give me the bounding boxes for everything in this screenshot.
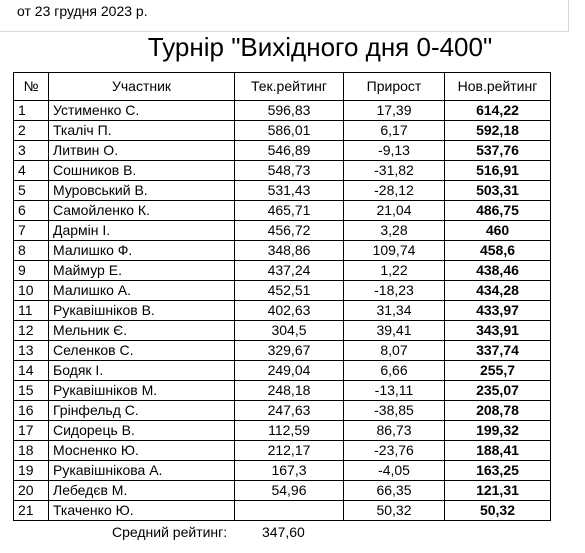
cell-participant: Рукавішніков М. (49, 381, 235, 401)
cell-new-rating: 434,28 (445, 281, 551, 301)
cell-new-rating: 235,07 (445, 381, 551, 401)
cell-number: 19 (14, 461, 49, 481)
cell-current-rating: 329,67 (235, 341, 344, 361)
table-row (14, 461, 551, 481)
table-row (14, 361, 551, 381)
page-title: Турнір "Вихідного дня 0-400" (147, 32, 493, 62)
cell-number: 13 (14, 341, 49, 361)
cell-new-rating: 255,7 (445, 361, 551, 381)
cell-participant: Литвин О. (49, 141, 235, 161)
cell-participant: Ткаліч П. (49, 121, 235, 141)
cell-participant: Муровський В. (49, 181, 235, 201)
cell-gain: -31,82 (344, 161, 445, 181)
cell-gain: 6,66 (344, 361, 445, 381)
cell-gain: 109,74 (344, 241, 445, 261)
cell-participant: Сидорець В. (49, 421, 235, 441)
cell-current-rating: 348,86 (235, 241, 344, 261)
cell-new-rating: 486,75 (445, 201, 551, 221)
cell-current-rating: 54,96 (235, 481, 344, 501)
cell-gain: -13,11 (344, 381, 445, 401)
cell-current-rating: 304,5 (235, 321, 344, 341)
table-row (14, 141, 551, 161)
cell-gain: -4,05 (344, 461, 445, 481)
table-header-row (14, 73, 551, 101)
cell-new-rating: 460 (445, 221, 551, 241)
cell-current-rating: 531,43 (235, 181, 344, 201)
cell-gain: 3,28 (344, 221, 445, 241)
cell-new-rating: 343,91 (445, 321, 551, 341)
cell-number: 17 (14, 421, 49, 441)
table-row (14, 501, 551, 521)
cell-new-rating: 337,74 (445, 341, 551, 361)
cell-number: 14 (14, 361, 49, 381)
cell-number: 12 (14, 321, 49, 341)
cell-gain: -28,12 (344, 181, 445, 201)
cell-participant: Сошников В. (49, 161, 235, 181)
cell-current-rating: 548,73 (235, 161, 344, 181)
cell-new-rating: 208,78 (445, 401, 551, 421)
cell-gain: 17,39 (344, 101, 445, 121)
cell-number: 20 (14, 481, 49, 501)
cell-current-rating: 452,51 (235, 281, 344, 301)
column-header-participant: Участник (49, 73, 235, 101)
cell-current-rating: 248,18 (235, 381, 344, 401)
cell-current-rating: 456,72 (235, 221, 344, 241)
cell-current-rating: 546,89 (235, 141, 344, 161)
table-row (14, 161, 551, 181)
cell-new-rating: 458,6 (445, 241, 551, 261)
column-header-current-rating: Тек.рейтинг (235, 73, 344, 101)
cell-gain: 6,17 (344, 121, 445, 141)
cell-number: 4 (14, 161, 49, 181)
cell-participant: Мосненко Ю. (49, 441, 235, 461)
cell-gain: -38,85 (344, 401, 445, 421)
cell-number: 5 (14, 181, 49, 201)
average-rating-value: 347,60 (262, 524, 305, 540)
cell-new-rating: 537,76 (445, 141, 551, 161)
cell-current-rating: 465,71 (235, 201, 344, 221)
table-row (14, 341, 551, 361)
table-row (14, 241, 551, 261)
cell-gain: -18,23 (344, 281, 445, 301)
cell-number: 11 (14, 301, 49, 321)
column-header-gain: Прирост (344, 73, 445, 101)
cell-participant: Малишко Ф. (49, 241, 235, 261)
cell-gain: 31,34 (344, 301, 445, 321)
table-row (14, 121, 551, 141)
cell-participant: Дармін І. (49, 221, 235, 241)
cell-current-rating: 437,24 (235, 261, 344, 281)
cell-current-rating: 586,01 (235, 121, 344, 141)
cell-gain: 86,73 (344, 421, 445, 441)
cell-current-rating: 112,59 (235, 421, 344, 441)
cell-current-rating: 249,04 (235, 361, 344, 381)
cell-gain: -23,76 (344, 441, 445, 461)
cell-new-rating: 438,46 (445, 261, 551, 281)
table-row (14, 261, 551, 281)
cell-current-rating: 247,63 (235, 401, 344, 421)
cell-new-rating: 516,91 (445, 161, 551, 181)
cell-number: 9 (14, 261, 49, 281)
cell-new-rating: 199,32 (445, 421, 551, 441)
cell-participant: Лебедєв М. (49, 481, 235, 501)
column-header-number: № (14, 73, 49, 101)
cell-new-rating: 121,31 (445, 481, 551, 501)
cell-number: 10 (14, 281, 49, 301)
cell-new-rating: 503,31 (445, 181, 551, 201)
cell-participant: Маймур Е. (49, 261, 235, 281)
cell-number: 8 (14, 241, 49, 261)
cell-participant: Грінфельд С. (49, 401, 235, 421)
cell-gain: 50,32 (344, 501, 445, 521)
report-date: от 23 грудня 2023 р. (17, 3, 148, 19)
cell-gain: 21,04 (344, 201, 445, 221)
table-row (14, 421, 551, 441)
cell-participant: Селенков С. (49, 341, 235, 361)
cell-gain: 39,41 (344, 321, 445, 341)
cell-participant: Устименко С. (49, 101, 235, 121)
average-rating-label: Средний рейтинг: (112, 524, 228, 540)
cell-gain: -9,13 (344, 141, 445, 161)
cell-number: 18 (14, 441, 49, 461)
cell-participant: Рукавішнікова А. (49, 461, 235, 481)
cell-new-rating: 50,32 (445, 501, 551, 521)
cell-participant: Малишко А. (49, 281, 235, 301)
table-row (14, 281, 551, 301)
cell-participant: Самойленко К. (49, 201, 235, 221)
cell-current-rating: 167,3 (235, 461, 344, 481)
cell-gain: 8,07 (344, 341, 445, 361)
cell-participant: Ткаченко Ю. (49, 501, 235, 521)
cell-number: 7 (14, 221, 49, 241)
table-row (14, 321, 551, 341)
rating-table (13, 72, 551, 521)
table-row (14, 441, 551, 461)
table-row (14, 381, 551, 401)
table-row (14, 181, 551, 201)
cell-participant: Бодяк І. (49, 361, 235, 381)
cell-number: 6 (14, 201, 49, 221)
cell-participant: Рукавішніков В. (49, 301, 235, 321)
table-row (14, 201, 551, 221)
cell-new-rating: 614,22 (445, 101, 551, 121)
cell-number: 16 (14, 401, 49, 421)
cell-new-rating: 433,97 (445, 301, 551, 321)
cell-current-rating: 212,17 (235, 441, 344, 461)
table-row (14, 221, 551, 241)
cell-number: 2 (14, 121, 49, 141)
cell-new-rating: 592,18 (445, 121, 551, 141)
cell-new-rating: 163,25 (445, 461, 551, 481)
table-row (14, 481, 551, 501)
cell-new-rating: 188,41 (445, 441, 551, 461)
cell-number: 1 (14, 101, 49, 121)
cell-gain: 66,35 (344, 481, 445, 501)
cell-number: 15 (14, 381, 49, 401)
table-row (14, 301, 551, 321)
cell-number: 3 (14, 141, 49, 161)
cell-number: 21 (14, 501, 49, 521)
cell-current-rating (235, 501, 344, 521)
column-header-new-rating: Нов.рейтинг (445, 73, 551, 101)
table-row (14, 101, 551, 121)
cell-current-rating: 596,83 (235, 101, 344, 121)
cell-gain: 1,22 (344, 261, 445, 281)
table-row (14, 401, 551, 421)
cell-participant: Мельник Є. (49, 321, 235, 341)
cell-current-rating: 402,63 (235, 301, 344, 321)
